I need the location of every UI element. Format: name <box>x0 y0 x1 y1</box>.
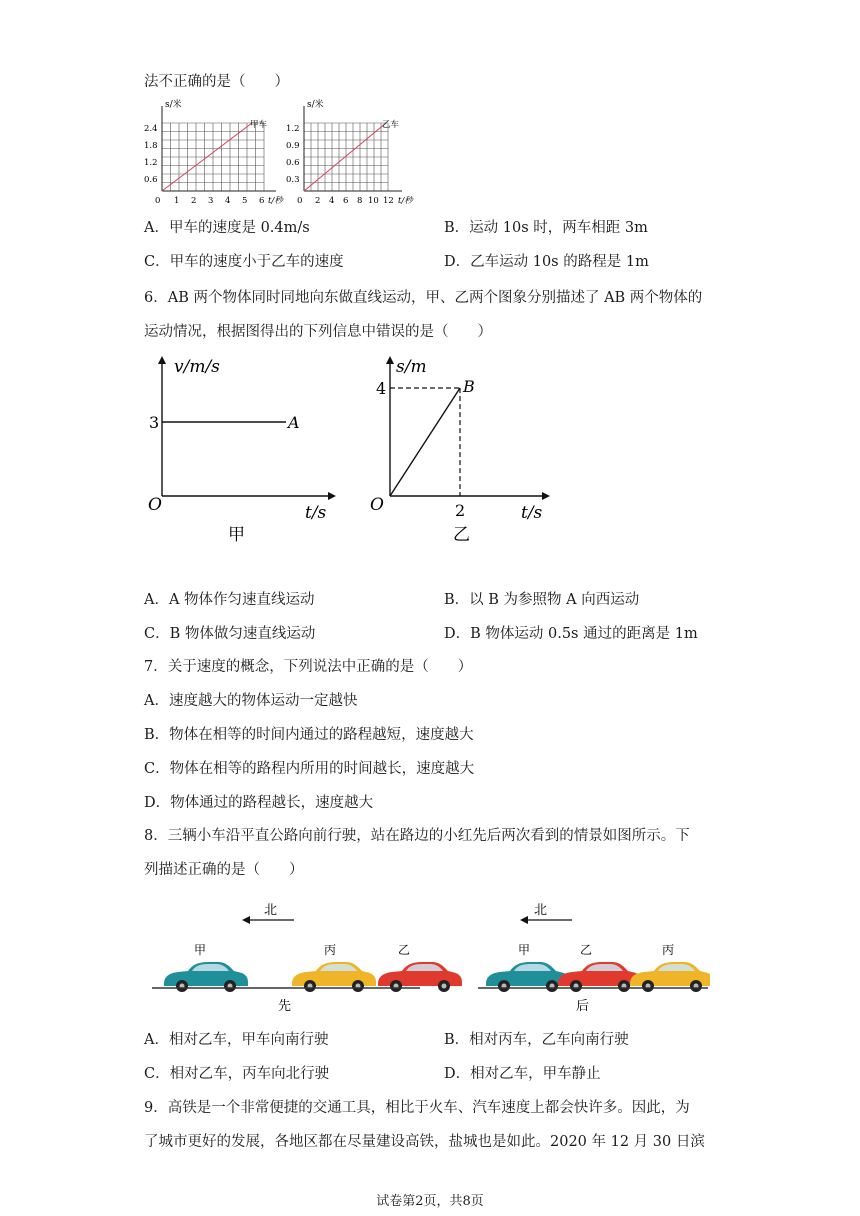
xtick: 8 <box>357 196 363 206</box>
x-arrow <box>328 492 336 500</box>
xtick: 0 <box>155 196 161 206</box>
q6-option-a[interactable]: A．A 物体作匀速直线运动 <box>144 592 315 608</box>
north-arrow-icon <box>242 916 250 924</box>
q6-stem-line1: 6．AB 两个物体同时同地向东做直线运动，甲、乙两个图象分别描述了 AB 两个物体的 <box>144 290 703 306</box>
q7-stem: 7．关于速度的概念，下列说法中正确的是（ ） <box>144 659 473 675</box>
caption-after: 后 <box>576 999 590 1014</box>
ytick: 3 <box>149 413 160 432</box>
caption: 乙 <box>453 525 470 545</box>
xtick: 12 <box>383 196 394 206</box>
q6-option-b[interactable]: B．以 B 为参照物 A 向西运动 <box>444 592 640 608</box>
xtick: 2 <box>191 196 197 206</box>
xtick: 5 <box>242 196 248 206</box>
north-label: 北 <box>534 903 548 918</box>
q7-option-d[interactable]: D．物体通过的路程越长，速度越大 <box>144 795 374 811</box>
xtick: 6 <box>343 196 349 206</box>
y-label: s/米 <box>165 100 182 110</box>
x-label: t/秒 <box>398 196 413 206</box>
ytick: 0.6 <box>144 175 158 185</box>
ytick: 1.8 <box>144 141 158 151</box>
origin-label: O <box>370 495 384 515</box>
ytick: 4 <box>376 379 387 398</box>
q8-car-figure <box>150 898 710 1016</box>
car-label-yi: 乙 <box>580 943 593 957</box>
ytick: 1.2 <box>144 158 158 168</box>
q5-option-c[interactable]: C．甲车的速度小于乙车的速度 <box>144 254 344 270</box>
caption: 甲 <box>228 525 245 545</box>
q5-graph-jia <box>140 96 290 208</box>
q7-option-c[interactable]: C．物体在相等的路程内所用的时间越长，速度越大 <box>144 761 475 777</box>
origin-label: O <box>148 495 162 515</box>
ytick: 0.9 <box>286 141 300 151</box>
q8-option-b[interactable]: B．相对丙车，乙车向南行驶 <box>444 1032 629 1048</box>
q6-stem-line2: 运动情况，根据图得出的下列信息中错误的是（ ） <box>144 324 492 340</box>
xtick: 6 <box>259 196 265 206</box>
y-label: s/米 <box>307 100 324 110</box>
q5-option-d[interactable]: D．乙车运动 10s 的路程是 1m <box>444 254 649 270</box>
q5-option-a[interactable]: A．甲车的速度是 0.4m/s <box>144 220 310 236</box>
q9-stem-line2: 了城市更好的发展，各地区都在尽量建设高铁，盐城也是如此。2020 年 12 月 30 日滨 <box>144 1134 705 1150</box>
series-label: 乙车 <box>382 120 400 130</box>
ytick: 0.6 <box>286 158 300 168</box>
q9-stem-line1: 9．高铁是一个非常便捷的交通工具，相比于火车、汽车速度上都会快许多。因此，为 <box>144 1100 690 1116</box>
xtick: 4 <box>225 196 231 206</box>
xtick: 2 <box>315 196 321 206</box>
ytick: 2.4 <box>144 124 158 134</box>
xtick: 2 <box>455 501 466 520</box>
q7-option-a[interactable]: A．速度越大的物体运动一定越快 <box>144 693 358 709</box>
car-label-jia: 甲 <box>194 943 207 957</box>
point-a-label: A <box>288 413 300 432</box>
q8-stem-line2: 列描述正确的是（ ） <box>144 862 304 878</box>
car-label-jia: 甲 <box>518 943 531 957</box>
car-label-yi: 乙 <box>398 943 411 957</box>
series-label: 甲车 <box>250 120 268 130</box>
grid <box>162 123 264 191</box>
line-b <box>390 388 460 496</box>
q5-stem-tail: 法不正确的是（ ） <box>144 74 289 90</box>
x-label: t/秒 <box>268 196 283 206</box>
q6-option-d[interactable]: D．B 物体运动 0.5s 通过的距离是 1m <box>444 626 698 642</box>
xtick: 10 <box>368 196 379 206</box>
q8-option-c[interactable]: C．相对乙车，丙车向北行驶 <box>144 1066 330 1082</box>
page-footer: 试卷第2页，共8页 <box>376 1194 484 1209</box>
caption-before: 先 <box>278 999 292 1014</box>
xtick: 1 <box>174 196 180 206</box>
q8-option-d[interactable]: D．相对乙车，甲车静止 <box>444 1066 601 1082</box>
q7-option-b[interactable]: B．物体在相等的时间内通过的路程越短，速度越大 <box>144 727 474 743</box>
q6-graph-yi <box>364 350 564 550</box>
q8-option-a[interactable]: A．相对乙车，甲车向南行驶 <box>144 1032 329 1048</box>
y-arrow <box>386 356 394 364</box>
xtick: 3 <box>208 196 214 206</box>
xtick: 4 <box>329 196 335 206</box>
q6-graph-jia <box>140 350 350 550</box>
ytick: 0.3 <box>286 175 300 185</box>
q5-graph-yi <box>282 96 432 208</box>
x-label: t/s <box>521 503 543 523</box>
xtick: 0 <box>297 196 303 206</box>
y-arrow <box>158 356 166 364</box>
point-b-label: B <box>463 377 475 396</box>
north-arrow-icon <box>520 916 528 924</box>
x-arrow <box>542 492 550 500</box>
q8-stem-line1: 8．三辆小车沿平直公路向前行驶，站在路边的小红先后两次看到的情景如图所示。下 <box>144 828 690 844</box>
y-label: v/m/s <box>174 357 220 377</box>
north-label: 北 <box>264 903 278 918</box>
y-label: s/m <box>396 357 427 377</box>
x-label: t/s <box>305 503 327 523</box>
q6-option-c[interactable]: C．B 物体做匀速直线运动 <box>144 626 316 642</box>
ytick: 1.2 <box>286 124 300 134</box>
q5-option-b[interactable]: B．运动 10s 时，两车相距 3m <box>444 220 648 236</box>
car-label-bing: 丙 <box>662 943 675 957</box>
car-label-bing: 丙 <box>324 943 337 957</box>
